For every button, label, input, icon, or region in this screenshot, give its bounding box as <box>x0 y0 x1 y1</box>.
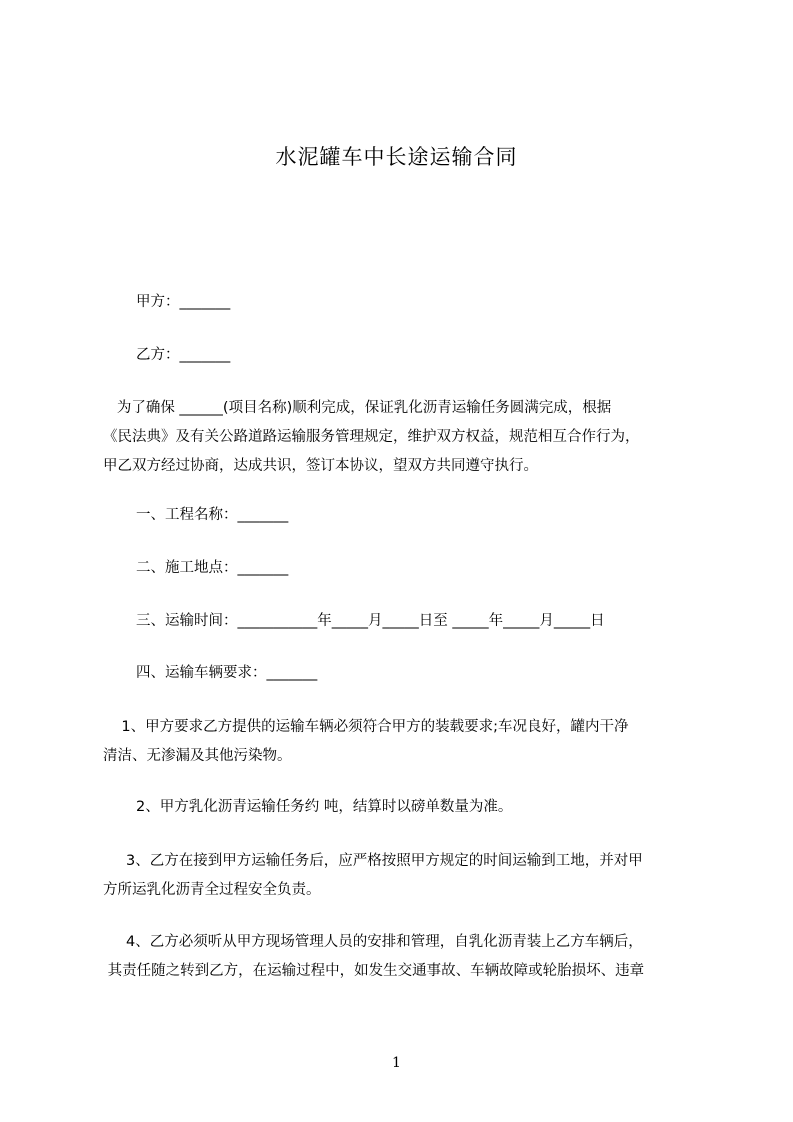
clause-line: 3、乙方在接到甲方运输任务后，应严格按照甲方规定的时间运输到工地，并对甲 <box>103 853 643 869</box>
clause-3 <box>103 847 703 905</box>
clause-line: 方所运乳化沥青全过程安全负责。 <box>103 882 321 898</box>
clause-2: 2、甲方乳化沥青运输任务约 吨，结算时以磅单数量为准。 <box>136 799 513 815</box>
party-a-line: 甲方：_______ <box>136 294 231 310</box>
section-site-location: 二、施工地点：_______ <box>136 560 289 576</box>
page-number: 1 <box>392 1055 401 1071</box>
section-vehicle-requirements: 四、运输车辆要求：_______ <box>136 665 318 681</box>
document-title: 水泥罐车中长途运输合同 <box>275 145 518 169</box>
intro-paragraph <box>103 394 703 481</box>
clause-line: 1、甲方要求乙方提供的运输车辆必须符合甲方的装载要求;车况良好，罐内干净 <box>103 719 629 735</box>
clause-4 <box>103 928 703 986</box>
intro-line: 为了确保 ______(项目名称)顺利完成，保证乳化沥青运输任务圆满完成，根据 <box>103 400 612 416</box>
section-project-name: 一、工程名称：_______ <box>136 507 289 523</box>
clause-line: 4、乙方必须听从甲方现场管理人员的安排和管理，自乳化沥青装上乙方车辆后， <box>103 934 643 950</box>
intro-line: 《民法典》及有关公路道路运输服务管理规定，维护双方权益，规范相互合作行为， <box>103 429 640 445</box>
intro-line: 甲乙双方经过协商，达成共识，签订本协议，望双方共同遵守执行。 <box>103 458 538 474</box>
section-transport-time: 三、运输时间：___________年_____月_____日至 _____年_____月_____日 <box>136 613 605 629</box>
clause-line: 清洁、无渗漏及其他污染物。 <box>103 748 292 764</box>
clause-1 <box>103 713 703 771</box>
party-b-line: 乙方：_______ <box>136 347 231 363</box>
clause-line: 其责任随之转到乙方，在运输过程中，如发生交通事故、车辆故障或轮胎损坏、违章 <box>103 963 645 979</box>
